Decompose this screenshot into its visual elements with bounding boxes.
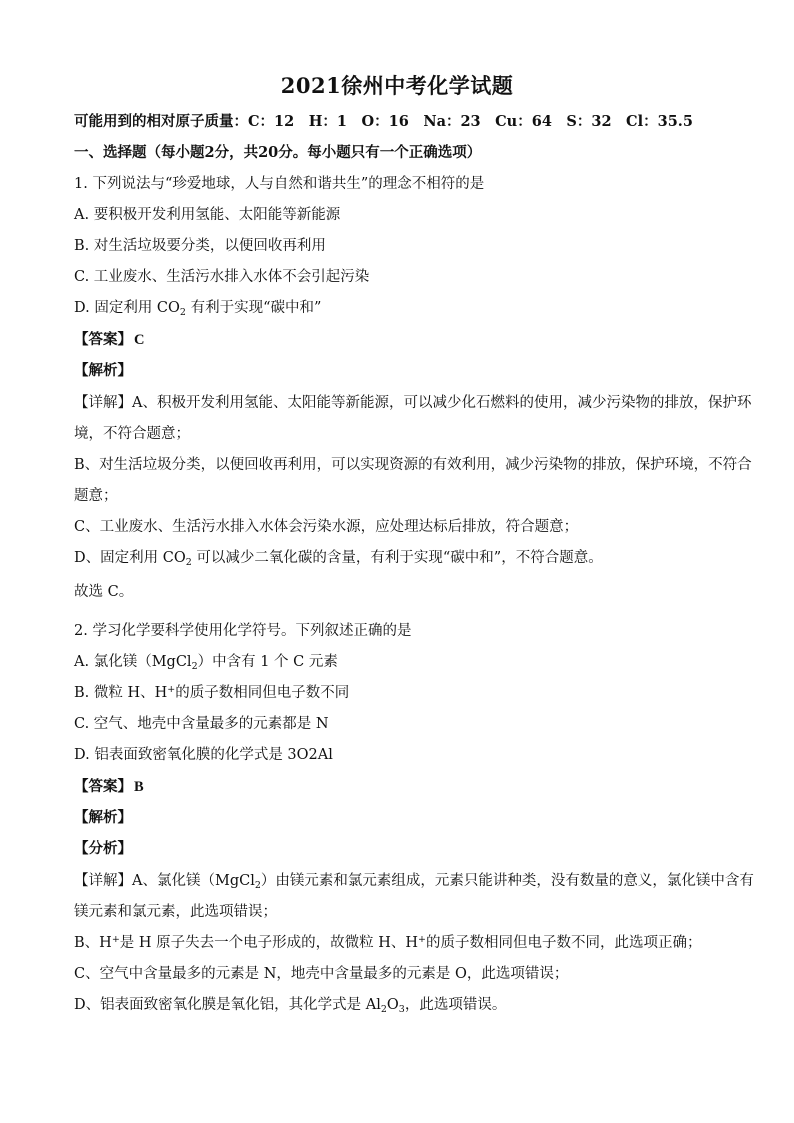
q1-stem: 1. 下列说法与“珍爱地球，人与自然和谐共生”的理念不相符的是: [74, 176, 485, 192]
q2-detail-b-text: B、H: [74, 935, 112, 951]
q2-option-b: [74, 681, 734, 702]
q2-option-b-text-end: 的质子数相同但电子数不同: [175, 685, 350, 701]
q2-option-a: [74, 650, 734, 671]
answer-value: C: [134, 332, 145, 348]
answer-tag: 【答案】: [74, 778, 132, 795]
q1-answer: [74, 328, 734, 349]
q2-option-b-text: B. 微粒 H、H: [74, 685, 168, 701]
q1-option-c: C. 工业废水、生活污水排入水体不会引起污染: [74, 269, 370, 285]
q2-detail-a-text: 【详解】A、氯化镁（MgCl: [74, 873, 255, 889]
q2-analysis-tag: 【解析】: [74, 809, 132, 826]
q2-detail-a-sub: 2: [254, 880, 261, 891]
q2-detail-c: C、空气中含量最多的元素是 N，地壳中含量最多的元素是 O，此选项错误；: [74, 966, 569, 982]
q1-option-d-text-end: 有利于实现“碳中和”: [185, 300, 322, 316]
q2-option-b-sup: +: [167, 684, 176, 695]
q2-detail-d-text-end: ，此选项错误。: [404, 997, 507, 1013]
q1-detail-d-text: D、固定利用 CO: [74, 550, 186, 566]
q2-answer: [74, 775, 734, 796]
q1-detail-b-1: B、对生活垃圾分类，以便回收再利用，可以实现资源的有效利用，减少污染物的排放，保护环境，不符合: [74, 457, 752, 473]
q2-detail-d-sub-1: 2: [380, 1004, 387, 1015]
q2-detail-b-sup-1: +: [111, 934, 120, 945]
q1-detail-a-1: 【详解】A、积极开发利用氢能、太阳能等新能源，可以减少化石燃料的使用，减少污染物的排放，保护环: [74, 395, 752, 411]
atomic-mass-line: 可能用到的相对原子质量：C：12 H：1 O：16 Na：23 Cu：64 S：32 Cl：35.5: [74, 113, 693, 130]
q2-detail-b-text-end: 的质子数相同但电子数不同，此选项正确；: [426, 935, 702, 951]
q2-detail-a-text-end: ）由镁元素和氯元素组成，元素只能讲种类，没有数量的意义，氯化镁中含有: [260, 873, 754, 889]
q2-detail-d-text: D、铝表面致密氧化膜是氧化铝，其化学式是 Al: [74, 997, 381, 1013]
q1-detail-d-text-end: 可以减少二氧化碳的含量，有利于实现“碳中和”，不符合题意。: [191, 550, 603, 566]
q2-detail-b-text-mid: 是 H 原子失去一个电子形成的，故微粒 H、H: [119, 935, 419, 951]
q2-stem: 2. 学习化学要科学使用化学符号。下列叙述正确的是: [74, 623, 412, 639]
q2-detail-b: [74, 931, 734, 952]
q2-detail-a-2: 镁元素和氯元素，此选项错误；: [74, 904, 277, 920]
q1-detail-c: C、工业废水、生活污水排入水体会污染水源，应处理达标后排放，符合题意；: [74, 519, 579, 535]
q1-option-b: B. 对生活垃圾要分类，以便回收再利用: [74, 238, 326, 254]
q1-conclusion: 故选 C。: [74, 584, 134, 600]
q1-detail-b-2: 题意；: [74, 488, 118, 504]
q2-option-c: C. 空气、地壳中含量最多的元素都是 N: [74, 716, 329, 732]
q1-option-d-sub: 2: [179, 307, 186, 318]
q2-fenxi-tag: 【分析】: [74, 840, 132, 857]
q2-option-a-text: A. 氯化镁（MgCl: [74, 654, 192, 670]
answer-value: B: [134, 779, 144, 795]
q1-detail-d: [74, 546, 734, 567]
page-title: 2021徐州中考化学试题: [280, 73, 514, 98]
section-heading: 一、选择题（每小题2分，共20分。每小题只有一个正确选项）: [74, 144, 482, 161]
q1-option-d: [74, 296, 734, 317]
q2-option-d: D. 铝表面致密氧化膜的化学式是 3O2Al: [74, 747, 333, 763]
q2-detail-d: [74, 993, 734, 1014]
q2-option-a-text-end: ）中含有 1 个 C 元素: [197, 654, 338, 670]
q1-analysis-tag: 【解析】: [74, 362, 132, 379]
q1-option-d-text: D. 固定利用 CO: [74, 300, 180, 316]
q2-detail-d-text-mid: O: [386, 997, 399, 1013]
q1-detail-d-sub: 2: [185, 557, 192, 568]
q2-option-a-sub: 2: [191, 661, 198, 672]
q2-detail-d-sub-2: 3: [398, 1004, 405, 1015]
q1-option-a: A. 要积极开发利用氢能、太阳能等新能源: [74, 207, 341, 223]
answer-tag: 【答案】: [74, 331, 132, 348]
q2-detail-b-sup-2: +: [418, 934, 427, 945]
q1-detail-a-2: 境，不符合题意；: [74, 426, 190, 442]
q2-detail-a-1: [74, 869, 754, 891]
